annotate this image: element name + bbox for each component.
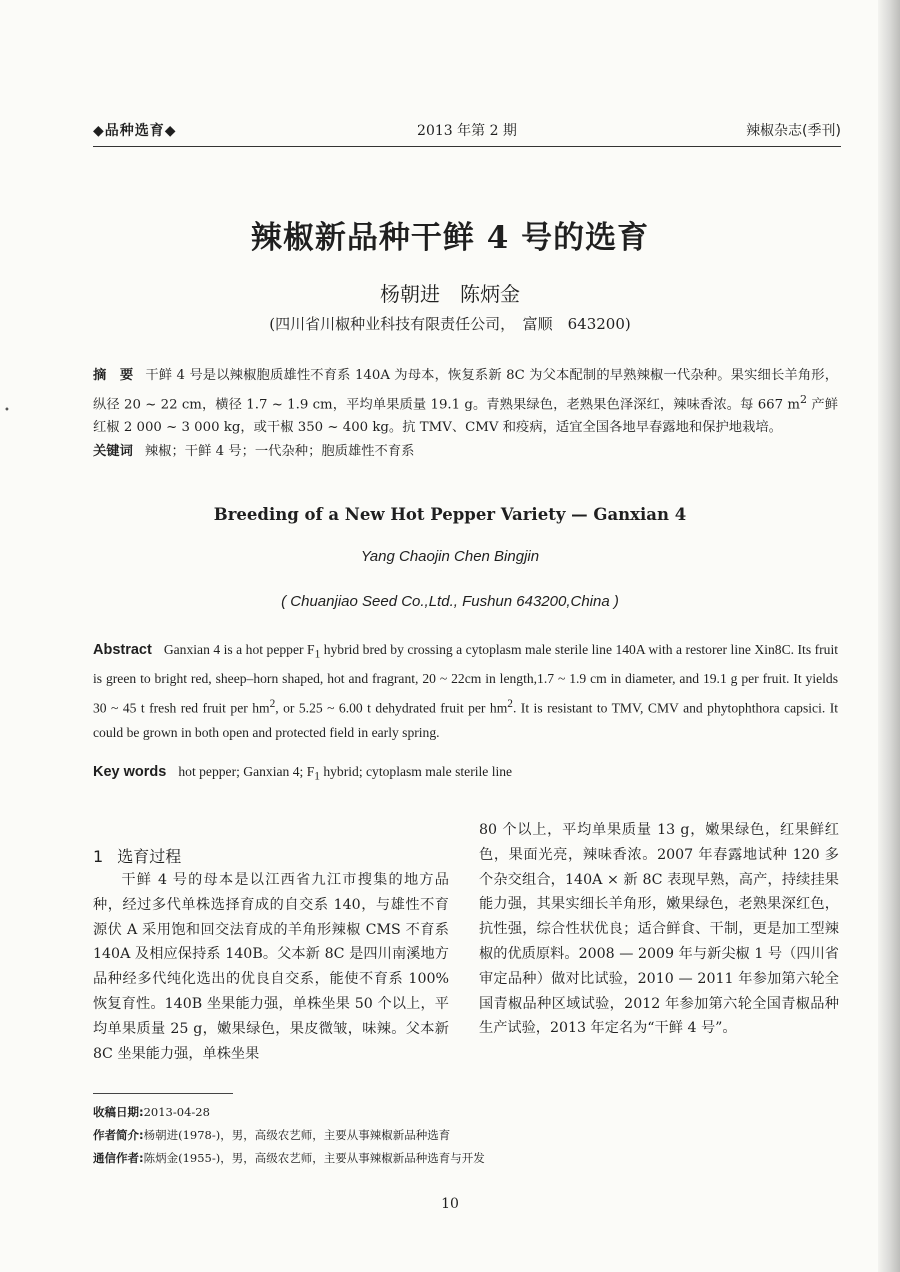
footnote-received-text: 2013-04-28 [143,1105,210,1119]
abstract-cn [93,364,838,463]
abstract-en-sup2: 2 [507,697,513,710]
scan-page-edge [878,0,900,1272]
keywords-en-p2: hybrid; cytoplasm male sterile line [319,764,513,779]
section-heading [93,844,181,867]
abstract-en-p3: , or 5.25 ~ 6.00 t dehydrated fruit per hm [275,700,508,716]
footnote-corresponding-text: 陈炳金(1955-)，男，高级农艺师，主要从事辣椒新品种选育与开发 [143,1151,485,1165]
footnote-author-text: 杨朝进(1978-)，男，高级农艺师，主要从事辣椒新品种选育 [143,1128,451,1142]
keywords-cn-text: 辣椒；干鲜 4 号；一代杂种；胞质雄性不育系 [144,443,415,459]
abstract-en [93,638,838,745]
footnote-received [93,1101,793,1124]
footnote-corresponding-label: 通信作者: [93,1151,144,1165]
running-header [93,120,841,144]
footnote-received-label: 收稿日期: [93,1105,144,1119]
header-section: ◆品种选育◆ [93,123,177,139]
body-column-left: 干鲜 4 号的母本是以江西省九江市搜集的地方品种，经过多代单株选择育成的自交系 140，与雄性不育源伏 A 采用饱和回交法育成的羊角形辣椒 CMS 不育系 140A 及相应保持系 140B。父本新 8C 是四川南溪地方品种经多代纯化选出的优良自交系，能使不育系 100%恢复育性。140B 坐果能力强，单株坐果 50 个以上，平均单果质量 25 g，嫩果绿色，果皮微皱，味辣。父本新 8C 坐果能力强，单株坐果 [93,872,449,1062]
english-affiliation: ( Chuanjiao Seed Co.,Ltd., Fushun 643200,China ) [281,593,619,610]
keywords-en-label: Key words [93,764,167,780]
page-number: 10 [441,1196,459,1212]
paper-title: 辣椒新品种干鲜 4 号的选育 [250,220,650,256]
header-rule [93,146,841,147]
abstract-cn-text-b: 产鲜红椒 2 000 ~ 3 000 kg，或干椒 350 ~ 400 kg。抗 TMV、CMV 和疫病，适宜全国各地早春露地和保护地栽培。 [93,396,838,436]
abstract-cn-text-a: 干鲜 4 号是以辣椒胞质雄性不育系 140A 为母本，恢复系新 8C 为父本配制的早熟辣椒一代杂种。果实细长羊角形，纵径 20 ~ 22 cm，横径 1.7 ~ 1.9 cm，平均单果质量 19.1 g。青熟果绿色，老熟果色泽深红，辣味香浓。每 667 m [93,368,839,412]
english-title: Breeding of a New Hot Pepper Variety — Ganxian 4 [213,505,687,524]
footnote-rule [93,1093,233,1094]
abstract-cn-sup: 2 [799,392,808,406]
section-number: 1 [93,847,104,866]
keywords-en-sub: 1 [314,770,320,783]
abstract-cn-label: 摘 要 [93,368,134,383]
paper-affiliation: (四川省川椒种业科技有限责任公司， 富顺 643200) [269,315,631,333]
abstract-en-sub1: 1 [314,648,321,661]
footnotes [93,1101,793,1170]
footnote-corresponding [93,1147,793,1170]
section-title: 选育过程 [117,847,182,866]
keywords-cn [93,440,838,464]
header-journal: 辣椒杂志(季刊) [746,123,841,139]
footnote-author-label: 作者简介: [93,1128,144,1142]
keywords-en-p1: hot pepper; Ganxian 4; F [178,764,315,779]
abstract-en-sup1: 2 [269,697,276,710]
scan-stray-mark: • [4,405,10,416]
abstract-en-label: Abstract [93,642,152,658]
footnote-author [93,1124,793,1147]
english-authors: Yang Chaojin Chen Bingjin [360,548,540,565]
keywords-cn-label: 关键词 [93,443,133,459]
abstract-en-p1: Ganxian 4 is a hot pepper F [163,642,315,657]
abstract-cn-paragraph [93,364,838,440]
keywords-en [93,760,838,789]
paper-authors: 杨朝进 陈炳金 [380,282,520,306]
header-issue: 2013 年第 2 期 [417,123,517,139]
abstract-en-p4: . It is resistant to TMV, CMV and phytophthora capsici. It could be grown in both open and protected field in early spring. [93,700,838,740]
abstract-en-p2: hybrid bred by crossing a cytoplasm male sterile line 140A with a restorer line Xin8C. Its fruit is green to bright red, sheep–horn shaped, hot and fragrant, 20 ~ 22cm in length,1.7 ~ 1.9 cm in diameter, and 19.1 g per fruit. It yields 30 ~ 45 t fresh red fruit per hm [93,642,839,716]
body-column-right: 80 个以上，平均单果质量 13 g，嫩果绿色，红果鲜红色，果面光亮，辣味香浓。2007 年春露地试种 120 多个杂交组合，140A × 新 8C 表现早熟，高产，持续挂果能力强，其果实细长羊角形，嫩果绿色，老熟果深红色，抗性强，综合性状优良；适合鲜食、干制，更是加工型辣椒的优质原料。2008 — 2009 年与新尖椒 1 号（四川省审定品种）做对比试验，2010 — 2011 年参加第六轮全国青椒品种区域试验，2012 年参加第六轮全国青椒品种生产试验，2013 年定名为“干鲜 4 号”。 [479,822,839,1037]
